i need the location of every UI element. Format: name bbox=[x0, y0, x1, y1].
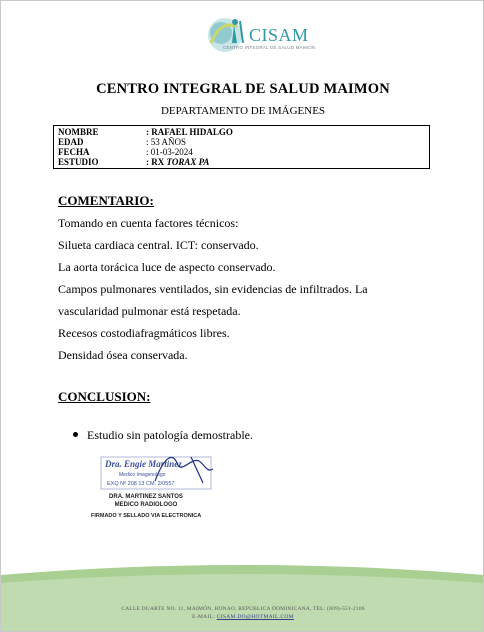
bullet-icon bbox=[73, 432, 78, 437]
comment-line: Tomando en cuenta factores técnicos: bbox=[58, 216, 239, 230]
date-value: : 01-03-2024 bbox=[146, 147, 193, 157]
comment-line: Recesos costodiafragmáticos libres. bbox=[58, 326, 230, 340]
signatory-role: MEDICO RADIOLOGO bbox=[114, 502, 178, 508]
email-label: E-MAIL: bbox=[192, 614, 217, 620]
stamp-title: Medico Imagenologo bbox=[119, 472, 166, 478]
comment-line: vascularidad pulmonar está respetada. bbox=[58, 304, 241, 318]
department-subtitle: DEPARTAMENTO DE IMÁGENES bbox=[160, 105, 326, 117]
study-label: ESTUDIO bbox=[58, 157, 99, 167]
footer-address: CALLE DUARTE NO. 11, MAIMÓN, BONAO, REPUBLICA DOMINICANA, TEL: (809)-551-2106 bbox=[121, 606, 365, 612]
conclusion-heading: CONCLUSION: bbox=[58, 389, 151, 404]
study-prefix: : RX bbox=[146, 157, 167, 167]
signature-note: FIRMADO Y SELLADO VIA ELECTRONICA bbox=[91, 513, 202, 519]
name-value: : RAFAEL HIDALGO bbox=[146, 127, 233, 137]
stamp-name: Dra. Engie Martinez bbox=[105, 459, 182, 469]
patient-info-box bbox=[53, 125, 430, 169]
email-link[interactable]: CISAM.DO@HOTMAIL.COM bbox=[216, 614, 294, 620]
date-label: FECHA bbox=[58, 147, 90, 157]
comment-line: Densidad ósea conservada. bbox=[58, 348, 188, 362]
document-title: CENTRO INTEGRAL DE SALUD MAIMON bbox=[96, 81, 390, 97]
age-value: : 53 AÑOS bbox=[146, 137, 187, 147]
study-name: TORAX PA bbox=[166, 157, 210, 167]
name-label: NOMBRE bbox=[58, 127, 99, 137]
signature-stamp-icon bbox=[95, 453, 225, 495]
study-value bbox=[146, 157, 209, 167]
comment-line: Silueta cardiaca central. ICT: conservado. bbox=[58, 238, 259, 252]
logo-subtext: CENTRO INTEGRAL DE SALUD MAIMON bbox=[223, 45, 316, 50]
footer-wave-decoration bbox=[1, 561, 484, 632]
comment-line: La aorta torácica luce de aspecto conservado. bbox=[58, 260, 276, 274]
stamp-exq: EXQ Nº 208 13 CM. 2/0557 bbox=[107, 481, 175, 487]
conclusion-item: Estudio sin patología demostrable. bbox=[87, 428, 253, 442]
signatory-name: DRA. MARTINEZ SANTOS bbox=[109, 494, 183, 500]
logo-text: CISAM bbox=[249, 25, 309, 45]
comment-line: Campos pulmonares ventilados, sin evidencias de infiltrados. La bbox=[58, 282, 368, 296]
signatory-block bbox=[101, 493, 191, 509]
comment-heading: COMENTARIO: bbox=[58, 193, 154, 208]
footer-email-line bbox=[1, 614, 484, 620]
age-label: EDAD bbox=[58, 137, 84, 147]
